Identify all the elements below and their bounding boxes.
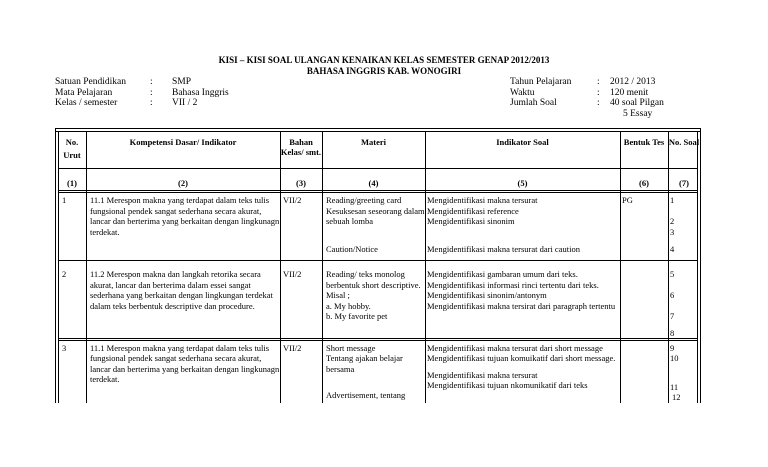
col-header-indikator: Indikator Soal [496, 137, 549, 147]
document-title: KISI – KISI SOAL ULANGAN KENAIKAN KELAS SEMESTER GENAP 2012/2013 [218, 55, 550, 65]
col-number: (6) [639, 178, 649, 188]
materi-line: berbentuk short descriptive. [326, 280, 421, 290]
materi-line: Misal ; [326, 290, 350, 300]
col-number: (7) [679, 178, 689, 188]
materi-line: Tentang ajakan belajar [326, 353, 403, 363]
info-value-kelas: VII / 2 [172, 98, 198, 108]
nosoal-line: 10 [670, 353, 679, 363]
col-header-no: No. [65, 137, 79, 147]
col-header-nosoal: No. Soal [668, 137, 700, 147]
info-sep: : [597, 88, 600, 98]
info-value-essay: 5 Essay [623, 109, 653, 119]
materi-line: Kesuksesan seseorang dalam [326, 206, 425, 216]
nosoal-line: 4 [670, 244, 675, 254]
kd-line: akurat, lancar dan berterima dalam essei sangat [90, 280, 251, 290]
col-header-urut: Urut [63, 150, 81, 160]
indikator-line: Mengidentifikasi makna tersurat dari caution [427, 244, 580, 254]
indikator-line: Mengidentifikasi reference [427, 206, 519, 216]
nosoal-line: 12 [672, 392, 681, 402]
bentuk-tes: PG [622, 195, 633, 205]
indikator-line: Mengidentifikasi makna tersurat [427, 370, 538, 380]
materi-line: a. My hobby. [326, 301, 371, 311]
nosoal-line: 9 [670, 343, 675, 353]
col-header-materi: Materi [360, 137, 386, 147]
col-header-bahan: Bahan [289, 137, 313, 147]
materi-line: Reading/greeting card [326, 195, 402, 205]
info-label-waktu: Waktu [510, 88, 535, 98]
info-sep: : [597, 77, 600, 87]
info-value-mapel: Bahasa Inggris [172, 88, 229, 98]
indikator-line: Mengidentifikasi sinonim/antonym [427, 290, 547, 300]
nosoal-line: 8 [670, 328, 675, 338]
document-subtitle: BAHASA INGGRIS KAB. WONOGIRI [306, 66, 462, 76]
col-header-kelas: Kelas/ smt. [280, 147, 322, 157]
col-number: (1) [67, 178, 77, 188]
kd-line: 11.2 Merespon makna dan langkah retorika secara [90, 269, 261, 279]
bahan-kelas: VII/2 [283, 269, 302, 279]
info-sep: : [150, 98, 153, 108]
kd-line: 11.1 Merespon makna yang terdapat dalam teks tulis [90, 195, 270, 205]
row-no: 2 [62, 269, 67, 279]
kd-line: lancar dan berterima yang berkaitan dengan lingkunagn [90, 216, 280, 226]
indikator-line: Mengidentifikasi tujuan nkomunikatif dari teks [427, 380, 588, 390]
materi-line: b. My favorite pet [326, 311, 388, 321]
nosoal-line: 5 [670, 269, 675, 279]
materi-line: Caution/Notice [326, 244, 378, 254]
info-sep: : [150, 88, 153, 98]
materi-line: sebuah lomba [326, 216, 373, 226]
kd-line: fungsional pendek sangat sederhana secara akurat, [90, 206, 262, 216]
nosoal-line: 7 [670, 311, 675, 321]
info-label-kelas: Kelas / semester [55, 98, 118, 108]
nosoal-line: 2 [670, 216, 675, 226]
nosoal-line: 1 [670, 195, 675, 205]
info-label-tahun: Tahun Pelajaran [510, 77, 572, 87]
bahan-kelas: VII/2 [283, 343, 302, 353]
indikator-line: Mengidentifikasi makna tersurat dari short message [427, 343, 603, 353]
kd-line: sederhana yang berkaitan dengan lingkungan terdekat [90, 290, 273, 300]
info-value-jumlah: 40 soal Pilgan [610, 98, 664, 108]
indikator-line: Mengidentifikasi gambaran umum dari teks. [427, 269, 578, 279]
nosoal-line: 6 [670, 290, 675, 300]
bahan-kelas: VII/2 [283, 195, 302, 205]
col-number: (5) [517, 178, 528, 188]
col-header-kd: Kompetensi Dasar/ Indikator [129, 137, 237, 147]
row-no: 3 [62, 343, 67, 353]
info-sep: : [150, 77, 153, 87]
materi-line: Reading/ teks monolog [326, 269, 405, 279]
indikator-line: Mengidentifikasi sinonim [427, 216, 515, 226]
indikator-line: Mengidentifikasi makna tersurat [427, 195, 538, 205]
kd-line: 11.1 Merespon makna yang terdapat dalam teks tulis [90, 343, 270, 353]
info-label-jumlah: Jumlah Soal [510, 98, 557, 108]
materi-line: Short message [326, 343, 376, 353]
kd-line: lancar dan berterima yang berkaitan dengan lingkunagn [90, 364, 280, 374]
col-header-bentuk: Bentuk Tes [623, 137, 665, 147]
info-label-satuan: Satuan Pendidikan [55, 77, 126, 87]
row-no: 1 [62, 195, 67, 205]
indikator-line: Mengidentifikasi informasi rinci tertentu dari teks. [427, 280, 599, 290]
kd-line: dalam teks berbentuk descriptive dan procedure. [90, 301, 255, 311]
indikator-line: Mengidentifikasi tujuan komuikatif dari short message. [427, 353, 616, 363]
info-value-tahun: 2012 / 2013 [610, 77, 656, 87]
kd-line: terdekat. [90, 374, 120, 384]
materi-line: Advertisement, tentang [326, 390, 406, 400]
kd-line: fungsional pendek sangat sederhana secara akurat, [90, 353, 262, 363]
info-sep: : [597, 98, 600, 108]
nosoal-line: 11 [670, 382, 679, 392]
kd-line: terdekat. [90, 227, 120, 237]
col-number: (4) [368, 178, 379, 188]
col-number: (3) [296, 178, 306, 188]
info-label-mapel: Mata Pelajaran [55, 88, 113, 98]
materi-line: bersama [326, 364, 355, 374]
col-number: (2) [178, 178, 188, 188]
info-value-waktu: 120 menit [610, 88, 649, 98]
info-value-satuan: SMP [172, 77, 192, 87]
indikator-line: Mengidentifikasi makna tersirat dari paragraph tertentu [427, 301, 616, 311]
nosoal-line: 3 [670, 227, 675, 237]
